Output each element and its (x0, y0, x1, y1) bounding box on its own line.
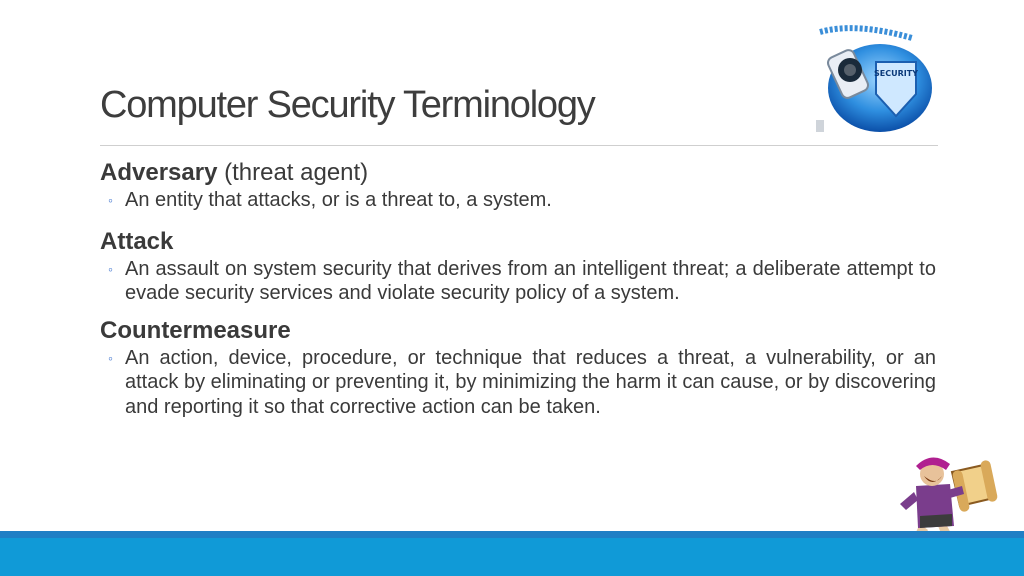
term-name: Countermeasure (100, 316, 291, 344)
term-heading-attack (100, 227, 936, 257)
definition-text: An action, device, procedure, or technique that reduces a threat, a vulnerability, or an attack by eliminating or preventing it, by minimizing the harm it can cause, or by discovering and reporting it so that corrective action can be taken. (125, 346, 936, 418)
definition-text: An assault on system security that derives from an intelligent threat; a deliberate attempt to evade security services and violate security policy of a system. (125, 257, 936, 304)
term-qualifier: (threat agent) (224, 159, 369, 186)
term-definition-countermeasure (100, 346, 936, 420)
bullet-circle-icon: ◦ (108, 260, 113, 277)
term-name: Attack (100, 227, 174, 255)
term-heading-adversary (100, 158, 936, 188)
bullet-circle-icon: ◦ (108, 192, 113, 208)
logo-text: SECURITY (874, 69, 918, 78)
footer-band (0, 538, 1024, 576)
footer-band-top (0, 531, 1024, 538)
bullet-circle-icon: ◦ (108, 349, 113, 366)
definition-text: An entity that attacks, or is a threat to, a system. (125, 189, 552, 211)
term-heading-countermeasure (100, 316, 936, 346)
term-definition-adversary (100, 188, 936, 213)
term-name: Adversary (100, 159, 218, 186)
title-divider (100, 145, 938, 146)
security-shield-logo (816, 24, 938, 132)
slide-title: Computer Security Terminology (100, 84, 595, 126)
terms-list (100, 158, 936, 419)
term-definition-attack (100, 257, 936, 306)
